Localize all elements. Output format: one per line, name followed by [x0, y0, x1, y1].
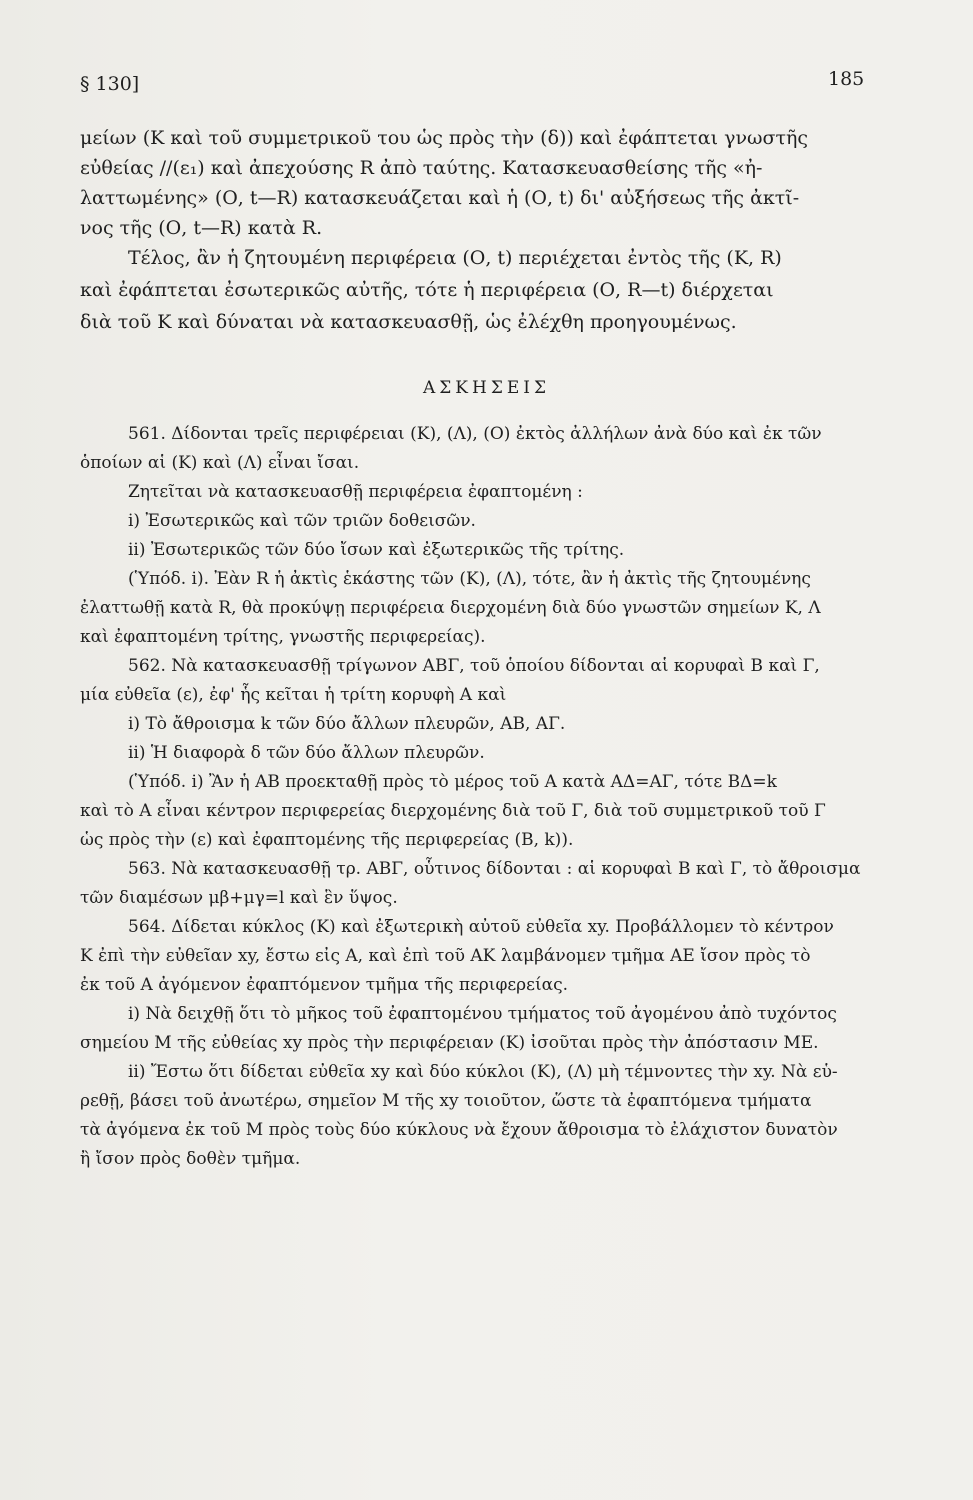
- exercise-line: μία εὐθεῖα (ε), ἐφ' ἧς κεῖται ἡ τρίτη κορυφὴ Α καὶ: [80, 685, 507, 705]
- exercise-line: 563. Νὰ κατασκευασθῇ τρ. ΑΒΓ, οὗτινος δίδονται : αἱ κορυφαὶ Β καὶ Γ, τὸ ἄθροισμα: [128, 859, 861, 879]
- exercise-line: ii) Ἐσωτερικῶς τῶν δύο ἴσων καὶ ἐξωτερικῶς τῆς τρίτης.: [128, 540, 625, 560]
- exercise-line: Ζητεῖται νὰ κατασκευασθῇ περιφέρεια ἐφαπτομένη :: [128, 482, 583, 502]
- body-line: καὶ ἐφάπτεται ἐσωτερικῶς αὐτῆς, τότε ἡ περιφέρεια (Ο, R—t) διέρχεται: [80, 279, 774, 301]
- body-line: εὐθείας //(ε₁) καὶ ἀπεχούσης R ἀπὸ ταύτης. Κατασκευασθείσης τῆς «ἠ-: [80, 157, 763, 179]
- exercise-line: 564. Δίδεται κύκλος (Κ) καὶ ἐξωτερικὴ αὐτοῦ εὐθεῖα xy. Προβάλλομεν τὸ κέντρον: [128, 917, 834, 937]
- exercise-line: 561. Δίδονται τρεῖς περιφέρειαι (Κ), (Λ), (Ο) ἐκτὸς ἀλλήλων ἀνὰ δύο καὶ ἐκ τῶν: [128, 424, 822, 444]
- body-line: μείων (Κ καὶ τοῦ συμμετρικοῦ του ὡς πρὸς τὴν (δ)) καὶ ἐφάπτεται γνωστῆς: [80, 127, 808, 149]
- exercise-line: τῶν διαμέσων μβ+μγ=l καὶ ἓν ὕψος.: [80, 888, 398, 908]
- exercise-line: Κ ἐπὶ τὴν εὐθεῖαν xy, ἔστω εἰς Α, καὶ ἐπὶ τοῦ ΑΚ λαμβάνομεν τμῆμα ΑΕ ἴσον πρὸς τὸ: [80, 946, 811, 966]
- section-marker: § 130]: [80, 73, 140, 95]
- exercise-line: ἢ ἴσον πρὸς δοθὲν τμῆμα.: [80, 1149, 301, 1169]
- exercise-line: ὡς πρὸς τὴν (ε) καὶ ἐφαπτομένης τῆς περιφερείας (Β, k)).: [80, 830, 574, 850]
- body-line: διὰ τοῦ Κ καὶ δύναται νὰ κατασκευασθῇ, ὡς ἐλέχθη προηγουμένως.: [80, 311, 737, 333]
- exercise-line: καὶ τὸ Α εἶναι κέντρον περιφερείας διερχομένης διὰ τοῦ Γ, διὰ τοῦ συμμετρικοῦ τοῦ Γ: [80, 801, 826, 821]
- exercise-line: σημείου Μ τῆς εὐθείας xy πρὸς τὴν περιφέρειαν (Κ) ἰσοῦται πρὸς τὴν ἀπόστασιν ΜΕ.: [80, 1033, 819, 1053]
- exercise-line: (Ὑπόδ. i). Ἐὰν R ἡ ἀκτὶς ἑκάστης τῶν (Κ), (Λ), τότε, ἂν ἡ ἀκτὶς τῆς ζητουμένης: [128, 569, 811, 589]
- page-number: 185: [828, 68, 865, 90]
- exercise-line: ii) Ἡ διαφορὰ δ τῶν δύο ἄλλων πλευρῶν.: [128, 743, 485, 763]
- exercise-line: ἐκ τοῦ Α ἀγόμενον ἐφαπτόμενον τμῆμα τῆς περιφερείας.: [80, 975, 569, 995]
- exercise-line: i) Νὰ δειχθῇ ὅτι τὸ μῆκος τοῦ ἐφαπτομένου τμήματος τοῦ ἀγομένου ἀπὸ τυχόντος: [128, 1004, 837, 1024]
- exercise-line: ὁποίων αἱ (Κ) καὶ (Λ) εἶναι ἴσαι.: [80, 453, 360, 473]
- exercise-line: 562. Νὰ κατασκευασθῇ τρίγωνον ΑΒΓ, τοῦ ὁποίου δίδονται αἱ κορυφαὶ Β καὶ Γ,: [128, 656, 820, 676]
- exercises-heading: ΑΣΚΗΣΕΙΣ: [423, 378, 550, 398]
- exercise-line: ii) Ἔστω ὅτι δίδεται εὐθεῖα xy καὶ δύο κύκλοι (Κ), (Λ) μὴ τέμνοντες τὴν xy. Νὰ εὑ-: [128, 1062, 838, 1082]
- body-line: νος τῆς (Ο, t—R) κατὰ R.: [80, 217, 323, 239]
- body-line: λαττωμένης» (Ο, t—R) κατασκευάζεται καὶ ἡ (Ο, t) δι' αὐξήσεως τῆς ἀκτῖ-: [80, 187, 800, 209]
- exercise-line: (Ὑπόδ. i) Ἂν ἡ ΑΒ προεκταθῇ πρὸς τὸ μέρος τοῦ Α κατὰ ΑΔ=ΑΓ, τότε ΒΔ=k: [128, 772, 777, 792]
- body-line: Τέλος, ἂν ἡ ζητουμένη περιφέρεια (Ο, t) περιέχεται ἐντὸς τῆς (Κ, R): [128, 247, 782, 269]
- exercise-line: ἐλαττωθῇ κατὰ R, θὰ προκύψῃ περιφέρεια διερχομένη διὰ δύο γνωστῶν σημείων Κ, Λ: [80, 598, 821, 618]
- exercise-line: τὰ ἀγόμενα ἐκ τοῦ Μ πρὸς τοὺς δύο κύκλους νὰ ἔχουν ἄθροισμα τὸ ἐλάχιστον δυνατὸν: [80, 1120, 838, 1140]
- exercise-line: i) Τὸ ἄθροισμα k τῶν δύο ἄλλων πλευρῶν, ΑΒ, ΑΓ.: [128, 714, 566, 734]
- exercise-line: καὶ ἐφαπτομένη τρίτης, γνωστῆς περιφερείας).: [80, 627, 486, 647]
- exercise-line: i) Ἐσωτερικῶς καὶ τῶν τριῶν δοθεισῶν.: [128, 511, 476, 531]
- exercise-line: ρεθῇ, βάσει τοῦ ἀνωτέρω, σημεῖον Μ τῆς xy τοιοῦτον, ὥστε τὰ ἐφαπτόμενα τμήματα: [80, 1091, 812, 1111]
